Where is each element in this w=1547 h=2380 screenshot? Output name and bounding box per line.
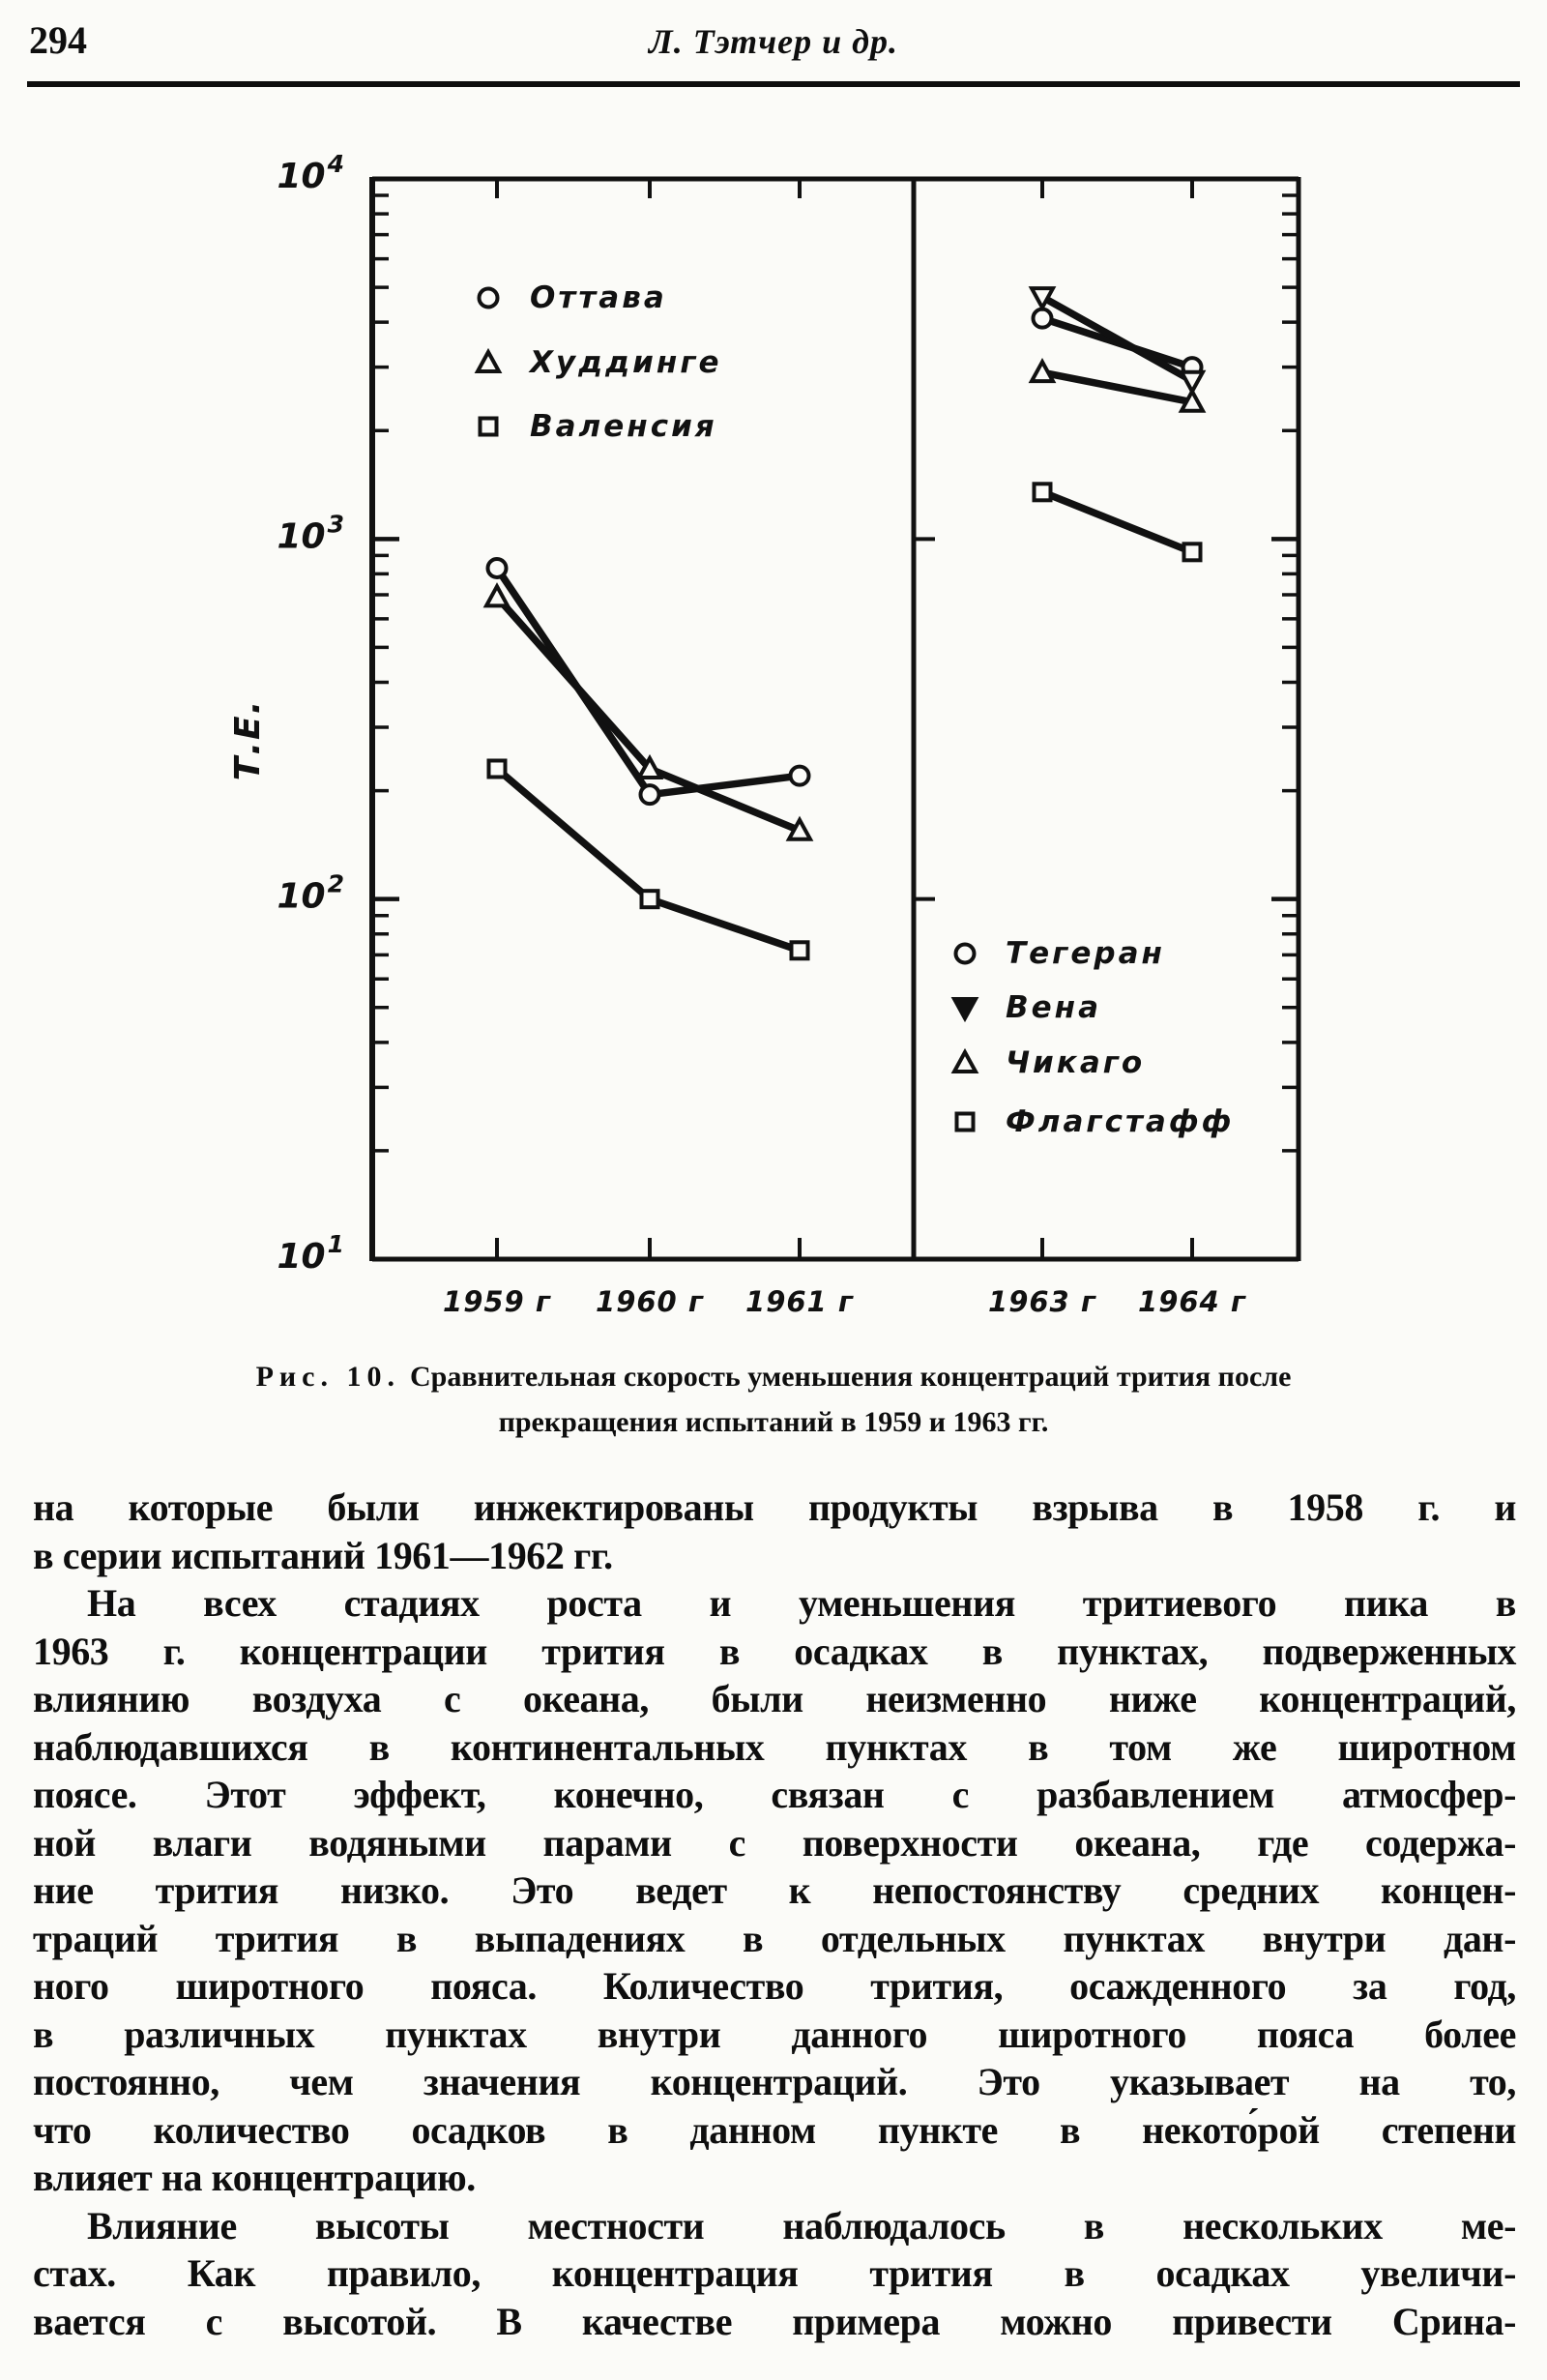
- data-point-Валенсия: [642, 891, 658, 907]
- body-line: траций трития в выпадениях в отдельных пунктах внутри дан-: [33, 1916, 1516, 1960]
- caption-text-1: Сравнительная скорость уменьшения концентраций трития после: [410, 1361, 1292, 1393]
- x-tick-label: 1963 г: [988, 1285, 1096, 1318]
- legend-label-Худдинге: Худдинге: [530, 345, 722, 380]
- data-point-Флагстафф: [1184, 544, 1201, 560]
- caption-line-2: прекращения испытаний в 1959 и 1963 гг.: [498, 1406, 1049, 1438]
- body-line: ной влаги водяными парами с поверхности океана, где содержа-: [33, 1820, 1516, 1865]
- legend-label-Чикаго: Чикаго: [1006, 1045, 1146, 1080]
- x-tick-label: 1959 г: [443, 1285, 551, 1318]
- x-tick-label: 1960 г: [596, 1285, 704, 1318]
- legend-marker-Флагстафф: [957, 1114, 974, 1131]
- body-line: поясе. Этот эффект, конечно, связан с разбавлением атмосфер-: [33, 1773, 1516, 1816]
- legend-label-Флагстафф: Флагстафф: [1006, 1104, 1235, 1139]
- legend-marker-Чикаго: [954, 1052, 976, 1072]
- series-line-Чикаго: [1042, 372, 1192, 402]
- body-line: ние трития низко. Это ведет к непостоянству средних концен-: [33, 1868, 1516, 1912]
- y-tick-label: $10^4$: [277, 150, 344, 196]
- data-point-Тегеран: [1034, 309, 1052, 328]
- body-line: 1963 г. концентрации трития в осадках в пунктах, подверженных: [33, 1629, 1516, 1673]
- data-point-Валенсия: [792, 942, 808, 958]
- data-point-Флагстафф: [1035, 484, 1051, 500]
- body-text: [33, 1484, 1516, 2345]
- legend-marker-Тегеран: [956, 945, 975, 963]
- body-line: На всех стадиях роста и уменьшения тритиевого пика в: [87, 1581, 1516, 1625]
- body-line: на которые были инжектированы продукты взрыва в 1958 г. и: [33, 1485, 1516, 1529]
- data-point-Оттава: [488, 559, 507, 577]
- data-point-Чикаго: [1182, 392, 1203, 411]
- body-line: что количество осадков в данном пункте в некото́рой степени: [33, 2107, 1516, 2152]
- caption-line-1: [39, 1354, 1508, 1399]
- body-line: влияет на концентрацию.: [33, 2156, 476, 2199]
- body-line: постоянно, чем значения концентраций. Это указывает на то,: [33, 2060, 1516, 2103]
- x-tick-label: 1964 г: [1138, 1285, 1246, 1318]
- data-point-Худдинге: [486, 586, 508, 605]
- legend-label-Оттава: Оттава: [530, 280, 667, 315]
- y-tick-label: $10^1$: [277, 1230, 344, 1277]
- data-point-Валенсия: [489, 760, 506, 777]
- body-line: стах. Как правило, концентрация трития в осадках увеличи-: [33, 2251, 1516, 2295]
- body-line: в различных пунктах внутри данного широтного пояса более: [33, 2012, 1516, 2056]
- caption-figure-label: Рис. 10.: [255, 1361, 400, 1393]
- running-head: Л. Тэтчер и др.: [649, 22, 898, 61]
- data-point-Худдинге: [789, 820, 810, 839]
- body-line: наблюдавшихся в континентальных пунктах в том же широтном: [33, 1724, 1516, 1769]
- legend-marker-Вена: [954, 999, 976, 1018]
- series-line-Флагстафф: [1042, 492, 1192, 552]
- body-line: влиянию воздуха с океана, были неизменно ниже концентраций,: [33, 1677, 1516, 1720]
- y-tick-label: $10^3$: [277, 510, 344, 557]
- data-point-Оттава: [641, 785, 659, 804]
- y-axis-label: Т.Е.: [228, 698, 268, 781]
- figure-caption: [39, 1354, 1508, 1445]
- data-point-Оттава: [791, 767, 809, 785]
- body-line: вается с высотой. В качестве примера можно привести Срина-: [33, 2299, 1516, 2343]
- legend-label-Тегеран: Тегеран: [1006, 936, 1165, 971]
- legend-label-Вена: Вена: [1006, 990, 1101, 1025]
- legend-label-Валенсия: Валенсия: [530, 409, 717, 444]
- body-line: в серии испытаний 1961—1962 гг.: [33, 1533, 613, 1577]
- series-line-Вена: [1042, 297, 1192, 381]
- data-point-Чикаго: [1032, 362, 1053, 381]
- legend-marker-Валенсия: [481, 419, 497, 435]
- x-tick-label: 1961 г: [745, 1285, 854, 1318]
- legend-marker-Оттава: [480, 289, 498, 308]
- y-tick-label: $10^2$: [277, 869, 344, 917]
- legend-marker-Худдинге: [478, 352, 499, 371]
- page-number: 294: [29, 18, 87, 62]
- body-line: Влияние высоты местности наблюдалось в нескольких ме-: [87, 2203, 1516, 2248]
- body-line: ного широтного пояса. Количество трития, осажденного за год,: [33, 1964, 1516, 2008]
